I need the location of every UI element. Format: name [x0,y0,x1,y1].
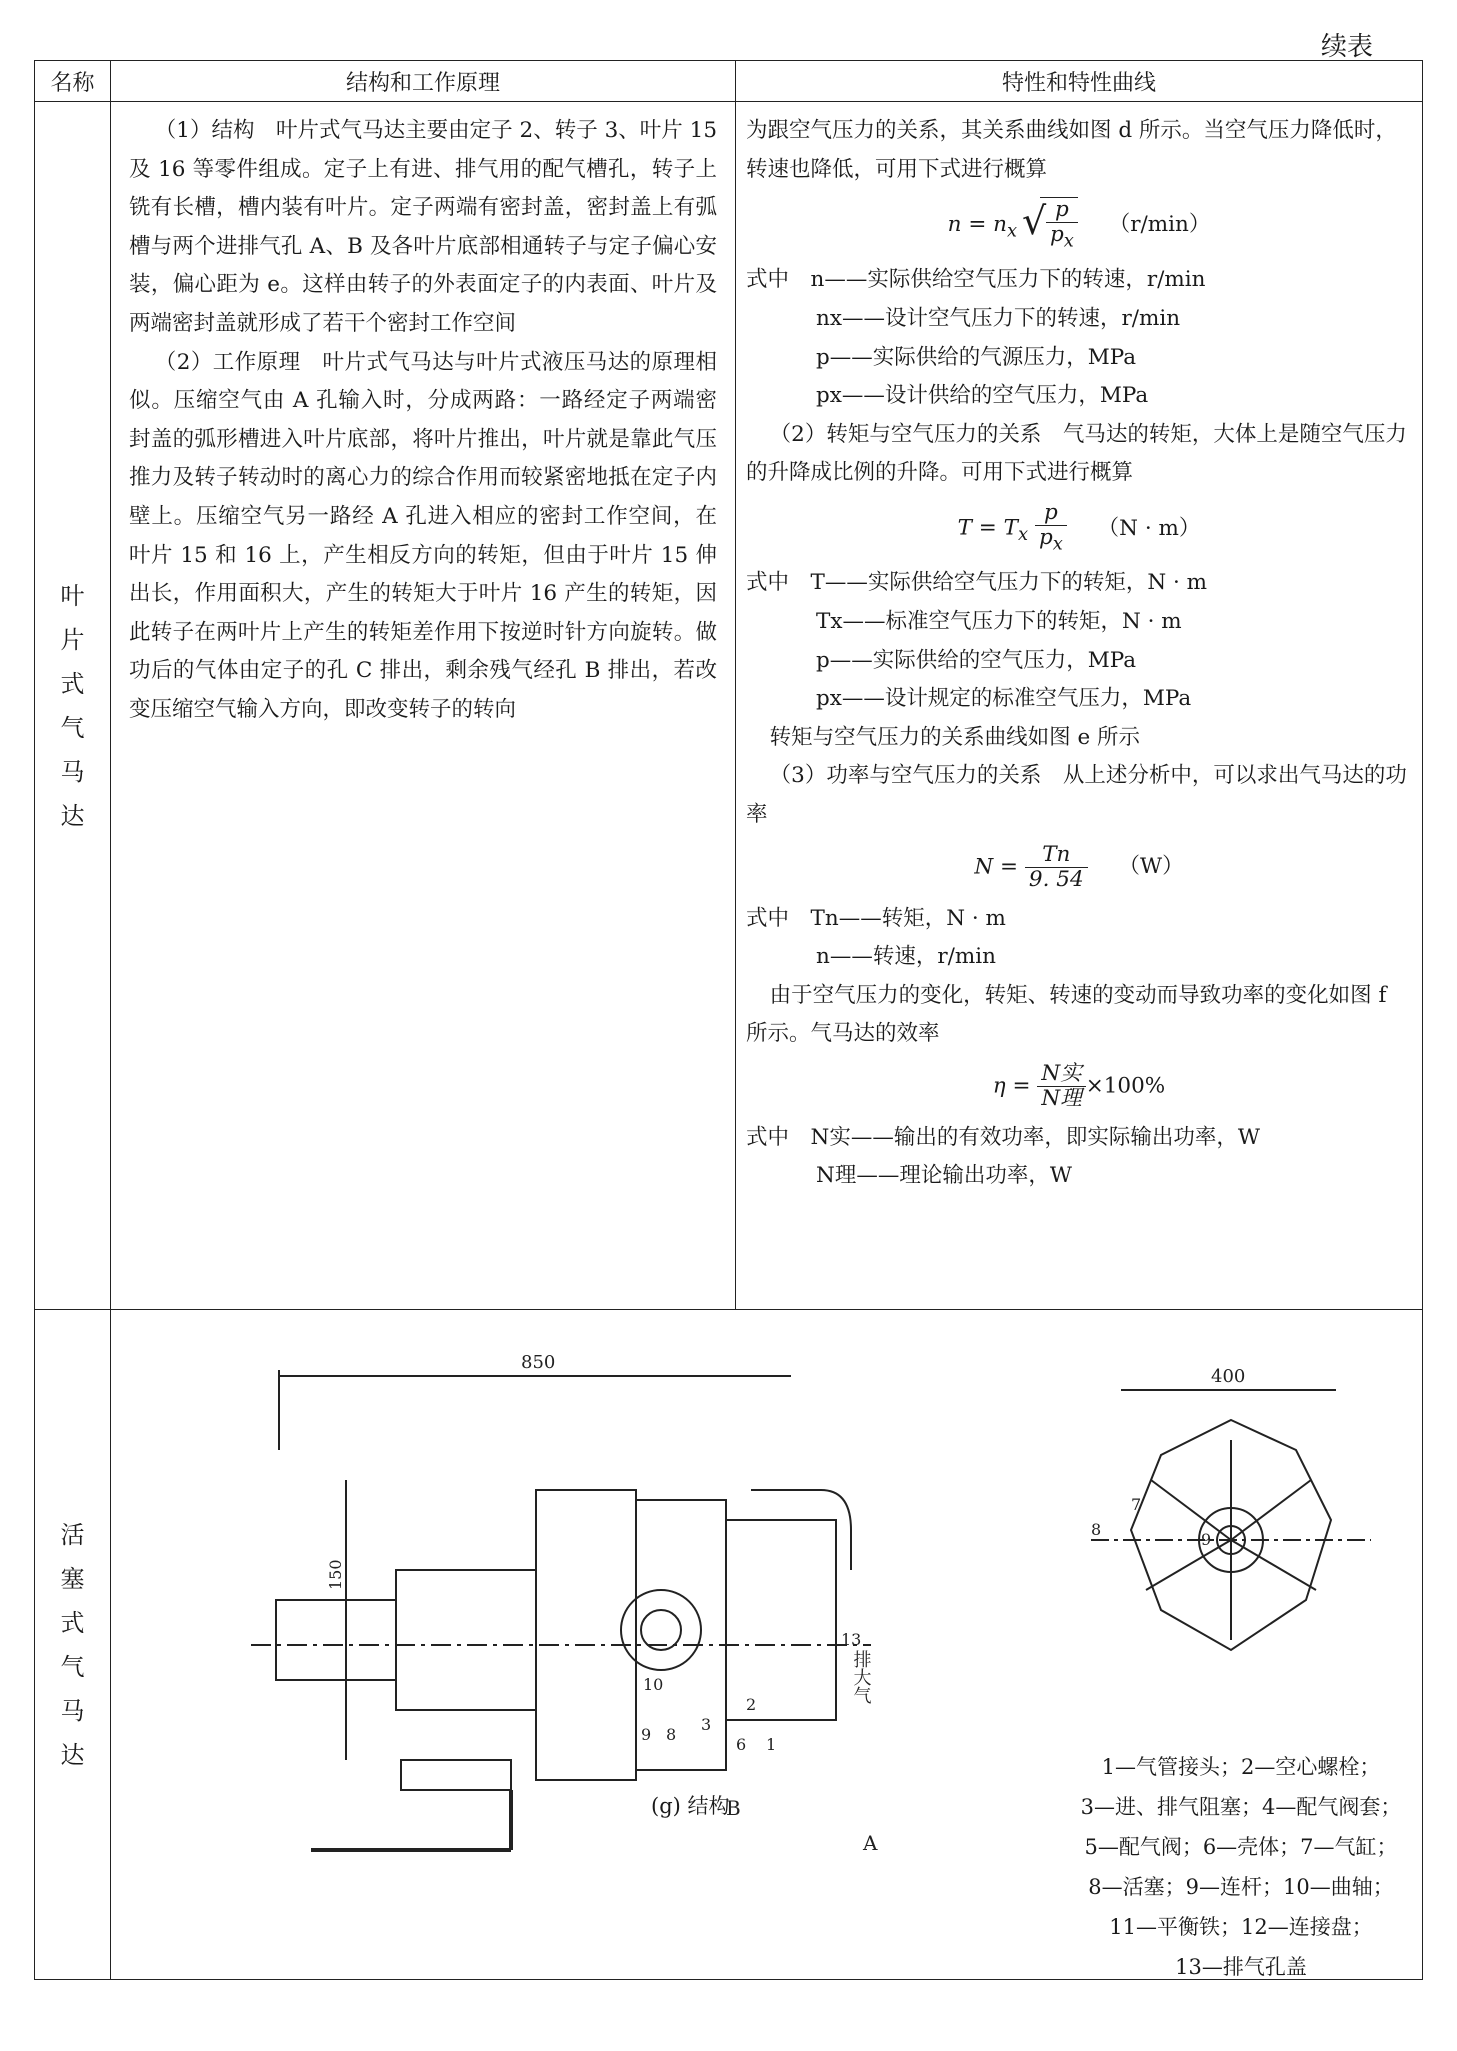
parts-legend [1071,1747,1411,1987]
name-char: 气 [60,1652,85,1681]
legend-line: 3—进、排气阻塞；4—配气阀套； [1080,1795,1402,1819]
legend-line: 1—气管接头；2—空心螺栓； [1101,1755,1381,1779]
exhaust-label: 排大气 [850,1650,872,1704]
dim-400: 400 [1211,1366,1246,1387]
legend-line: 13—排气孔盖 [1175,1955,1307,1979]
def-line: 式中 T——实际供给空气压力下的转矩，N · m [746,570,1208,596]
speed-formula: $n = n_x$ √ $\frac{p}{p_x}$ （r/min） [746,197,1412,253]
principle-paragraph: （2）工作原理 叶片式气马达与叶片式液压马达的原理相似。压缩空气由 A 孔输入时，分成两路：一路经定子两端密封盖的弧形槽进入叶片底部，将叶片推出，叶片就是靠此气压推力及转子转动时的离心力的综合作用而较紧密地抵在定子内壁上。压缩空气另一路经 A 孔进入相应的密封工作空间，在叶片 15 和 16 上，产生相反方向的转矩，但由于叶片 15 伸出长，作用面积大，产生的转矩大于叶片 16 产生的转矩，因此转子在两叶片上产生的转矩差作用下按逆时针方向旋转。做功后的气体由定子的孔 C 排出，剩余残气经孔 B 排出，若改变压缩空气输入方向，即改变转子的转向 [129,349,717,722]
char-text: 由于空气压力的变化，转矩、转速的变动而导致功率的变化如图 f 所示。气马达的效率 [746,982,1387,1047]
callout-9-front: 9 [1201,1530,1212,1549]
name-char: 片 [60,625,85,654]
piston-motor-name [35,1310,111,1980]
piston-figure-cell [111,1310,1423,1980]
piston-motor-side-drawing [191,1330,891,1870]
char-text: （2）转矩与空气压力的关系 气马达的转矩，大体上是随空气压力的升降成比例的升降。可用下式进行概算 [746,421,1407,486]
callout-10: 10 [643,1675,664,1694]
callout-13: 13 [841,1630,862,1649]
dim-150: 150 [326,1559,345,1590]
name-char: 式 [60,1608,85,1637]
def-line: nx——设计空气压力下的转速，r/min [816,306,1181,332]
def-line: p——实际供给的空气压力，MPa [816,647,1137,673]
power-formula: N = $\frac{Tn}{9. 54}$ （W） [974,841,1184,892]
callout-1: 1 [766,1735,777,1754]
figure-caption: (g) 结构 [651,1794,730,1818]
legend-line: 11—平衡铁；12—连接盘； [1109,1915,1373,1939]
def-line: N理——理论输出功率，W [816,1163,1072,1189]
def-line: Tx——标准空气压力下的转矩，N · m [816,608,1182,634]
header-row [35,61,1423,102]
name-char: 叶 [60,581,85,610]
name-char: 达 [60,1740,85,1769]
header-name: 名称 [35,61,111,102]
legend-line: 8—活塞；9—连杆；10—曲轴； [1088,1875,1394,1899]
row-vane-motor [35,102,1423,1310]
continued-label: 续表 [1320,32,1373,62]
row-piston-motor [35,1310,1423,1980]
callout-2: 2 [746,1695,757,1714]
vane-characteristics-cell [736,102,1423,1310]
piston-motor-front-drawing [1091,1360,1371,1740]
port-b-label: B [726,1796,741,1820]
char-text: 转矩与空气压力的关系曲线如图 e 所示 [769,724,1141,750]
name-char: 活 [60,1520,85,1549]
name-char: 气 [60,713,85,742]
name-char: 马 [60,757,85,786]
callout-8: 8 [666,1725,677,1744]
structure-paragraph: （1）结构 叶片式气马达主要由定子 2、转子 3、叶片 15 及 16 等零件组成。定子上有进、排气用的配气槽孔，转子上铣有长槽，槽内装有叶片。定子两端有密封盖，密封盖上有弧槽与两个进排气孔 A、B 及各叶片底部相通转子与定子偏心安装，偏心距为 e。这样由转子的外表面定子的内表面、叶片及两端密封盖就形成了若干个密封工作空间 [129,118,717,336]
def-line: 式中 N实——输出的有效功率，即实际输出功率，W [746,1124,1260,1150]
def-line: px——设计规定的标准空气压力，MPa [816,686,1192,712]
char-text: 为跟空气压力的关系，其关系曲线如图 d 所示。当空气压力降低时，转速也降低，可用下式进行概算 [746,118,1397,182]
vane-motor-name [35,102,111,1310]
name-char: 达 [60,801,85,830]
callout-9: 9 [641,1725,652,1744]
char-text: （3）功率与空气压力的关系 从上述分析中，可以求出气马达的功率 [746,763,1407,827]
efficiency-formula: η = $\frac{\text{N实}}{\text{N理}}$ ×100% [992,1060,1166,1111]
callout-8-front: 8 [1091,1520,1102,1539]
def-line: 式中 Tn——转矩，N · m [746,905,1006,931]
def-line: p——实际供给的气源压力，MPa [816,344,1137,370]
legend-line: 5—配气阀；6—壳体；7—气缸； [1084,1835,1398,1859]
callout-6: 6 [736,1735,747,1754]
torque-formula: $T = T_x$ $\frac{p}{p_x}$ （N · m） [957,500,1201,555]
def-line: 式中 n——实际供给空气压力下的转速，r/min [746,267,1206,293]
def-line: px——设计供给的空气压力，MPa [816,383,1149,409]
port-a-label: A [863,1831,878,1855]
header-characteristics: 特性和特性曲线 [736,61,1423,102]
def-line: n——转速，r/min [816,944,996,970]
name-char: 塞 [60,1564,85,1593]
header-structure: 结构和工作原理 [111,61,736,102]
name-char: 马 [60,1696,85,1725]
dim-850: 850 [521,1352,556,1373]
motor-table [34,60,1423,1980]
callout-3: 3 [701,1715,712,1734]
vane-structure-cell [111,102,736,1310]
callout-7-front: 7 [1131,1495,1142,1514]
name-char: 式 [60,669,85,698]
